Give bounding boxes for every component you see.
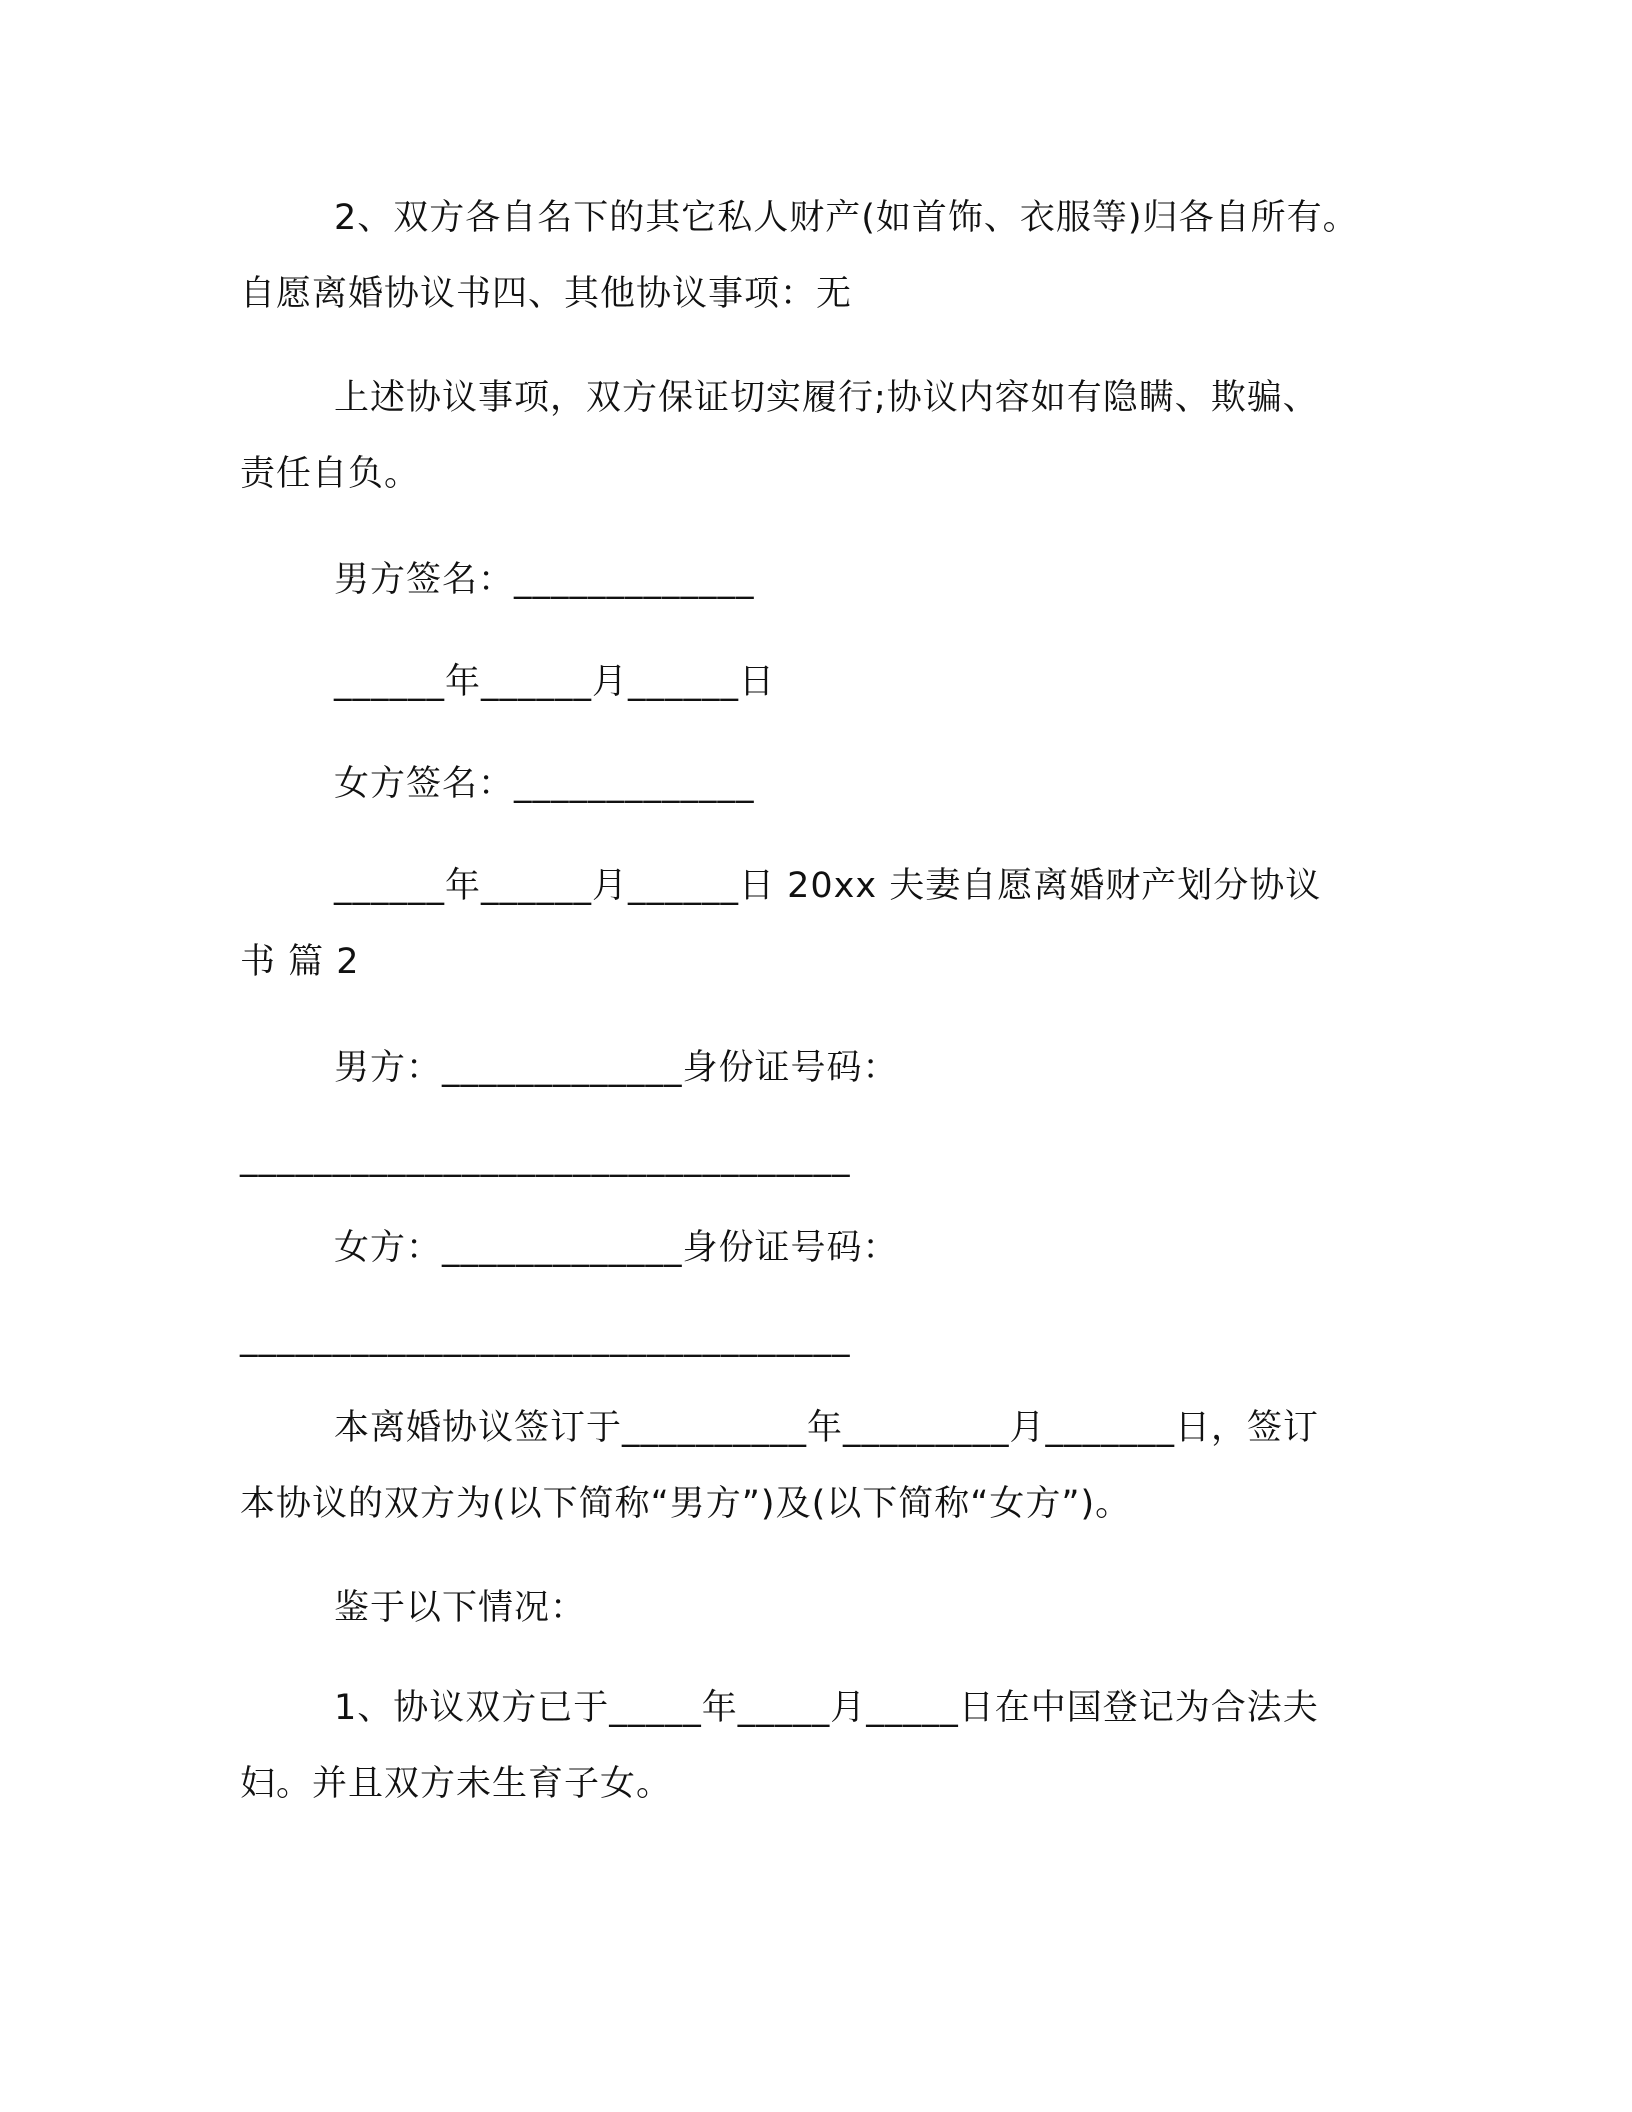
paragraph-line: 2、双方各自名下的其它私人财产(如首饰、衣服等)归各自所有。 xyxy=(334,198,1359,238)
paragraph-line: 鉴于以下情况： xyxy=(334,1588,587,1628)
paragraph-line: 女方：_____________身份证号码： xyxy=(334,1228,899,1268)
paragraph-signing-date xyxy=(240,1390,1380,1542)
paragraph-private-property xyxy=(240,180,1380,332)
male-signature-line xyxy=(240,542,1380,618)
paragraph-line: 男方：_____________身份证号码： xyxy=(334,1048,899,1088)
paragraph-line: 责任自负。 xyxy=(240,454,421,494)
paragraph-line: 1、协议双方已于_____年_____月_____日在中国登记为合法夫 xyxy=(334,1688,1319,1728)
paragraph-line: ______年______月______日 xyxy=(334,662,776,702)
paragraph-line: _________________________________ xyxy=(240,1318,851,1358)
female-id-blank xyxy=(240,1300,1380,1376)
paragraph-guarantee xyxy=(240,360,1380,512)
paragraph-line: 男方签名：_____________ xyxy=(334,560,755,600)
male-id-line xyxy=(240,1030,1380,1106)
paragraph-line: 书 篇 2 xyxy=(240,942,360,982)
paragraph-line: 自愿离婚协议书四、其他协议事项：无 xyxy=(240,274,853,314)
paragraph-line: _________________________________ xyxy=(240,1138,851,1178)
female-id-line xyxy=(240,1210,1380,1286)
paragraph-line: ______年______月______日 20xx 夫妻自愿离婚财产划分协议 xyxy=(334,866,1322,906)
paragraph-line: 妇。并且双方未生育子女。 xyxy=(240,1764,673,1804)
paragraph-line: 上述协议事项，双方保证切实履行;协议内容如有隐瞒、欺骗、 xyxy=(334,378,1319,418)
male-id-blank xyxy=(240,1120,1380,1196)
female-signature-line xyxy=(240,746,1380,822)
paragraph-line: 本协议的双方为(以下简称“男方”)及(以下简称“女方”)。 xyxy=(240,1484,1132,1524)
paragraph-line: 女方签名：_____________ xyxy=(334,764,755,804)
male-date-line xyxy=(240,644,1380,720)
paragraph-whereas xyxy=(240,1570,1380,1646)
paragraph-marriage-registration xyxy=(240,1670,1380,1822)
female-date-and-heading xyxy=(240,848,1380,1000)
paragraph-line: 本离婚协议签订于__________年_________月_______日，签订 xyxy=(334,1408,1320,1448)
